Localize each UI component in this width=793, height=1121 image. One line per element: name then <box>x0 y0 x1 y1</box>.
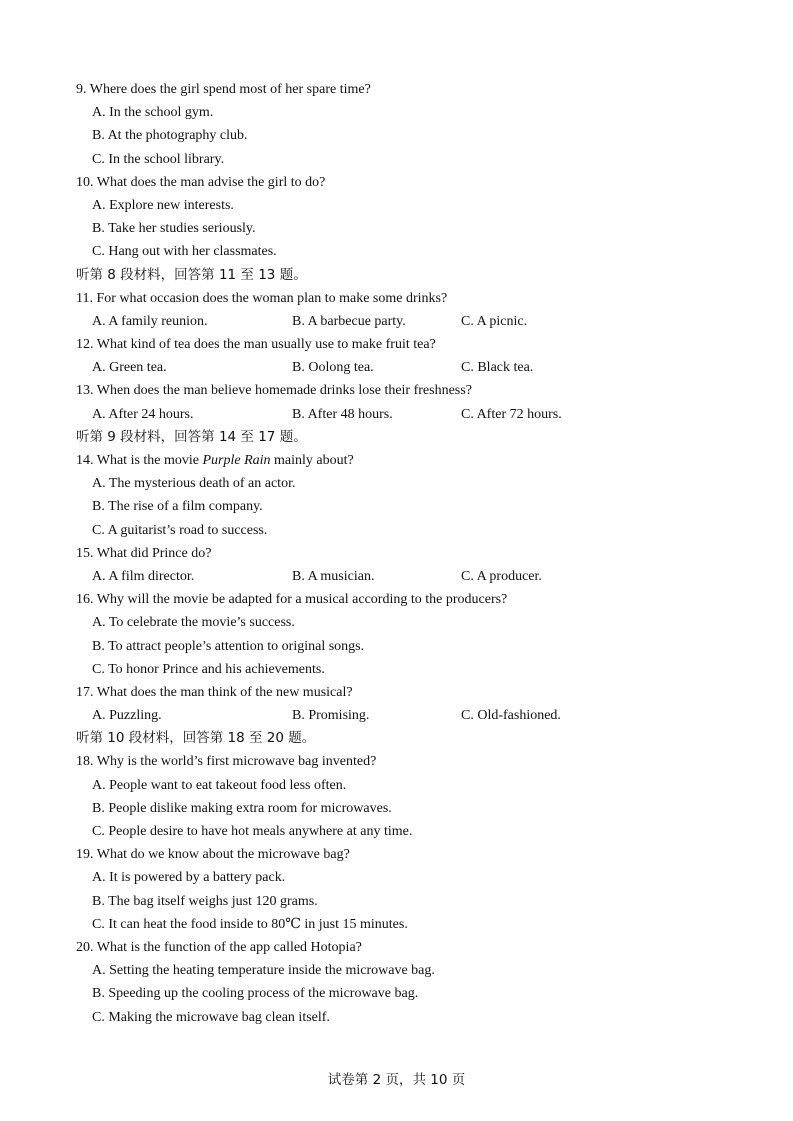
question-19-option-a: A. It is powered by a battery pack. <box>92 870 286 886</box>
question-10-stem: 10. What does the man advise the girl to do? <box>76 174 326 190</box>
question-15-stem: 15. What did Prince do? <box>76 545 212 561</box>
question-14-option-b: B. The rise of a film company. <box>92 499 263 515</box>
question-12-option-b: B. Oolong tea. <box>292 360 374 376</box>
question-17-option-a: A. Puzzling. <box>92 708 162 724</box>
question-12-stem: 12. What kind of tea does the man usually use to make fruit tea? <box>76 337 436 353</box>
section-8-heading: 听第 8 段材料，回答第 11 至 13 题。 <box>76 266 307 283</box>
question-16-option-a: A. To celebrate the movie’s success. <box>92 615 295 631</box>
question-15-options <box>76 565 716 588</box>
question-list <box>76 78 716 1029</box>
question-16-option-c: C. To honor Prince and his achievements. <box>92 661 325 677</box>
question-14-stem <box>76 449 716 472</box>
question-15-option-a: A. A film director. <box>92 568 195 584</box>
question-20-stem: 20. What is the function of the app called Hotopia? <box>76 939 362 955</box>
question-19-option-c: C. It can heat the food inside to 80℃ in just 15 minutes. <box>92 916 408 932</box>
section-9-heading: 听第 9 段材料，回答第 14 至 17 题。 <box>76 428 307 445</box>
question-13-stem: 13. When does the man believe homemade drinks lose their freshness? <box>76 383 472 399</box>
question-14-stem-post: mainly about? <box>270 453 354 468</box>
question-13-option-a: A. After 24 hours. <box>92 406 194 422</box>
question-15-option-b: B. A musician. <box>292 568 375 584</box>
question-18-option-c: C. People desire to have hot meals anywhere at any time. <box>92 824 413 839</box>
question-12-option-a: A. Green tea. <box>92 360 167 376</box>
question-13-options <box>76 403 716 426</box>
question-16-stem: 16. Why will the movie be adapted for a musical according to the producers? <box>76 592 508 608</box>
page-footer: 试卷第 2 页，共 10 页 <box>327 1072 466 1088</box>
question-20-option-b: B. Speeding up the cooling process of the microwave bag. <box>92 986 419 1002</box>
question-18-option-a: A. People want to eat takeout food less often. <box>92 777 347 793</box>
question-13-option-b: B. After 48 hours. <box>292 406 393 422</box>
question-17-stem: 17. What does the man think of the new musical? <box>76 684 353 700</box>
question-10-option-a: A. Explore new interests. <box>92 197 234 213</box>
question-15-option-c: C. A producer. <box>461 568 542 584</box>
question-11-option-b: B. A barbecue party. <box>292 313 406 329</box>
question-12-options <box>76 356 716 379</box>
question-14-movie-title: Purple Rain <box>202 453 271 468</box>
question-14-stem-pre: 14. What is the movie <box>76 453 203 468</box>
question-13-option-c: C. After 72 hours. <box>461 406 562 422</box>
question-19-option-b: B. The bag itself weighs just 120 grams. <box>92 893 318 909</box>
question-11-options <box>76 310 716 333</box>
question-11-stem: 11. For what occasion does the woman plan to make some drinks? <box>76 290 448 306</box>
question-9-option-c: C. In the school library. <box>92 151 225 167</box>
question-20-option-a: A. Setting the heating temperature inside the microwave bag. <box>92 963 435 979</box>
question-10-option-c: C. Hang out with her classmates. <box>92 244 277 260</box>
question-17-options <box>76 704 716 727</box>
section-10-heading: 听第 10 段材料，回答第 18 至 20 题。 <box>76 730 316 747</box>
question-10-option-b: B. Take her studies seriously. <box>92 221 256 237</box>
question-14-option-c: C. A guitarist’s road to success. <box>92 522 268 538</box>
question-20-option-c: C. Making the microwave bag clean itself. <box>92 1009 330 1025</box>
question-18-stem: 18. Why is the world’s first microwave bag invented? <box>76 754 377 770</box>
question-11-option-a: A. A family reunion. <box>92 313 208 329</box>
question-19-stem: 19. What do we know about the microwave bag? <box>76 847 350 863</box>
question-14-option-a: A. The mysterious death of an actor. <box>92 476 296 492</box>
question-17-option-c: C. Old-fashioned. <box>461 708 561 724</box>
question-9-option-b: B. At the photography club. <box>92 128 248 144</box>
question-12-option-c: C. Black tea. <box>461 360 534 376</box>
question-18-option-b: B. People dislike making extra room for microwaves. <box>92 800 392 816</box>
question-9-stem: 9. Where does the girl spend most of her spare time? <box>76 82 371 97</box>
question-17-option-b: B. Promising. <box>292 708 370 724</box>
question-11-option-c: C. A picnic. <box>461 313 528 329</box>
question-16-option-b: B. To attract people’s attention to original songs. <box>92 638 365 654</box>
question-9-option-a: A. In the school gym. <box>92 105 214 121</box>
